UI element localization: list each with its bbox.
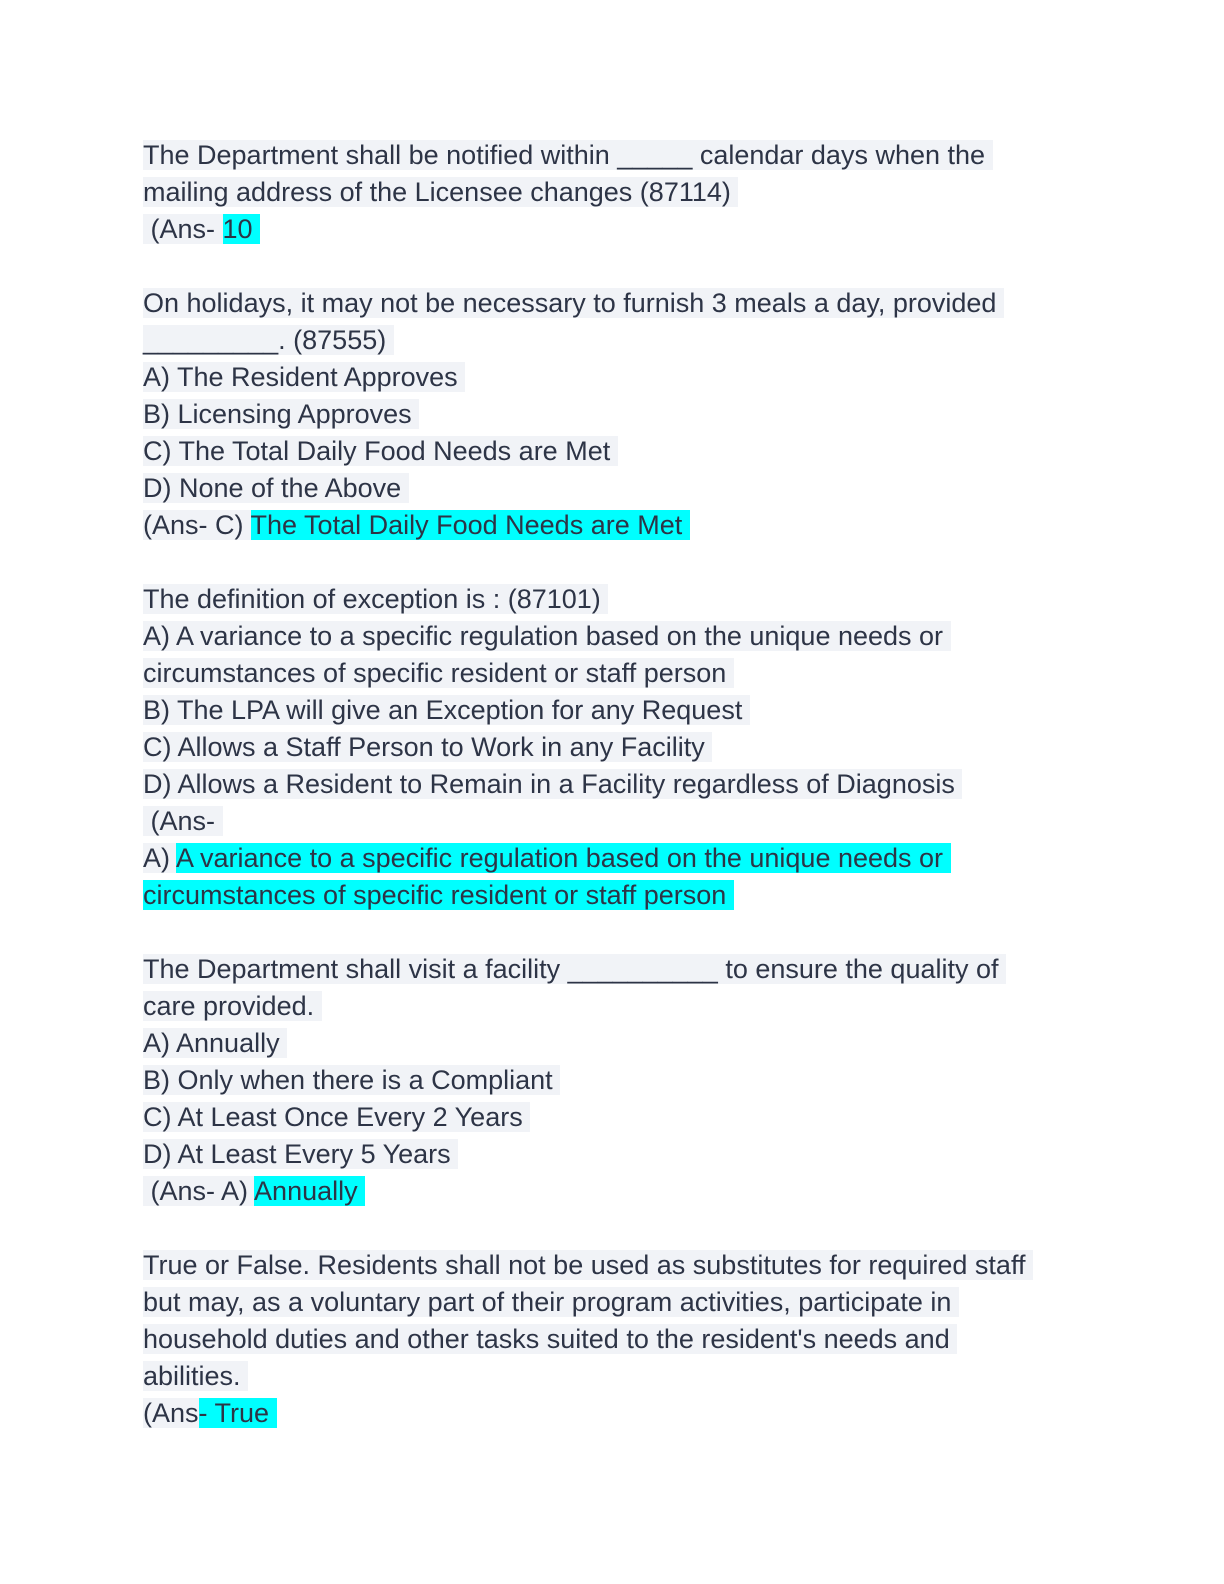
question-text: C) The Total Daily Food Needs are Met — [143, 436, 618, 466]
text-line — [143, 1247, 1033, 1284]
text-line — [143, 1358, 1033, 1395]
text-line — [143, 470, 1033, 507]
text-line — [143, 1062, 1033, 1099]
question-text: C) Allows a Staff Person to Work in any Facility — [143, 732, 713, 762]
question-block-1 — [143, 137, 1033, 248]
text-line — [143, 433, 1033, 470]
question-text: B) Licensing Approves — [143, 399, 420, 429]
answer-highlight-text: Annually — [254, 1176, 366, 1206]
text-line — [143, 951, 1033, 988]
question-text: B) Only when there is a Compliant — [143, 1065, 561, 1095]
question-text: A) The Resident Approves — [143, 362, 466, 392]
question-block-2 — [143, 285, 1033, 544]
question-text: (Ans- C) — [143, 510, 251, 540]
text-line — [143, 1321, 1033, 1358]
question-text: The definition of exception is : (87101) — [143, 584, 609, 614]
question-text: D) Allows a Resident to Remain in a Facility regardless of Diagnosis — [143, 769, 963, 799]
text-line — [143, 581, 1033, 618]
question-text: abilities. — [143, 1361, 249, 1391]
text-line — [143, 988, 1033, 1025]
text-line — [143, 840, 1033, 877]
question-block-3 — [143, 581, 1033, 914]
answer-highlight-text: The Total Daily Food Needs are Met — [250, 510, 690, 540]
text-line — [143, 766, 1033, 803]
question-text: but may, as a voluntary part of their program activities, participate in — [143, 1287, 959, 1317]
text-line — [143, 211, 1033, 248]
question-text: circumstances of specific resident or staff person — [143, 658, 734, 688]
question-text: (Ans- A) — [143, 1176, 255, 1206]
question-text: (Ans- — [143, 806, 223, 836]
text-line — [143, 1173, 1033, 1210]
text-line — [143, 655, 1033, 692]
question-text: The Department shall be notified within _____ calendar days when the — [143, 140, 993, 170]
text-line — [143, 1395, 1033, 1432]
text-line — [143, 285, 1033, 322]
answer-highlight-text: circumstances of specific resident or staff person — [143, 880, 734, 910]
question-block-5 — [143, 1247, 1033, 1432]
text-line — [143, 803, 1033, 840]
answer-highlight-text: - True — [198, 1398, 277, 1428]
question-text: A) A variance to a specific regulation based on the unique needs or — [143, 621, 951, 651]
text-line — [143, 877, 1033, 914]
question-text: household duties and other tasks suited to the resident's needs and — [143, 1324, 958, 1354]
text-line — [143, 729, 1033, 766]
text-line — [143, 618, 1033, 655]
text-line — [143, 1284, 1033, 1321]
question-text: D) At Least Every 5 Years — [143, 1139, 459, 1169]
text-line — [143, 396, 1033, 433]
question-text: care provided. — [143, 991, 322, 1021]
question-block-4 — [143, 951, 1033, 1210]
question-text: (Ans — [143, 1398, 199, 1428]
text-line — [143, 174, 1033, 211]
question-text: A) Annually — [143, 1028, 288, 1058]
question-text: True or False. Residents shall not be used as substitutes for required staff — [143, 1250, 1033, 1280]
text-line — [143, 1136, 1033, 1173]
text-line — [143, 507, 1033, 544]
question-text: The Department shall visit a facility __________ to ensure the quality of — [143, 954, 1006, 984]
text-line — [143, 359, 1033, 396]
document-content — [143, 137, 1033, 1432]
text-line — [143, 692, 1033, 729]
text-line — [143, 1025, 1033, 1062]
question-text: B) The LPA will give an Exception for any Request — [143, 695, 750, 725]
question-text: C) At Least Once Every 2 Years — [143, 1102, 531, 1132]
question-text: (Ans- — [143, 214, 223, 244]
question-text: A) — [143, 843, 177, 873]
question-text: _________. (87555) — [143, 325, 394, 355]
answer-highlight-text: A variance to a specific regulation based on the unique needs or — [176, 843, 951, 873]
question-text: On holidays, it may not be necessary to furnish 3 meals a day, provided — [143, 288, 1004, 318]
text-line — [143, 322, 1033, 359]
question-text: mailing address of the Licensee changes (87114) — [143, 177, 739, 207]
answer-highlight-text: 10 — [222, 214, 261, 244]
question-text: D) None of the Above — [143, 473, 409, 503]
text-line — [143, 1099, 1033, 1136]
text-line — [143, 137, 1033, 174]
